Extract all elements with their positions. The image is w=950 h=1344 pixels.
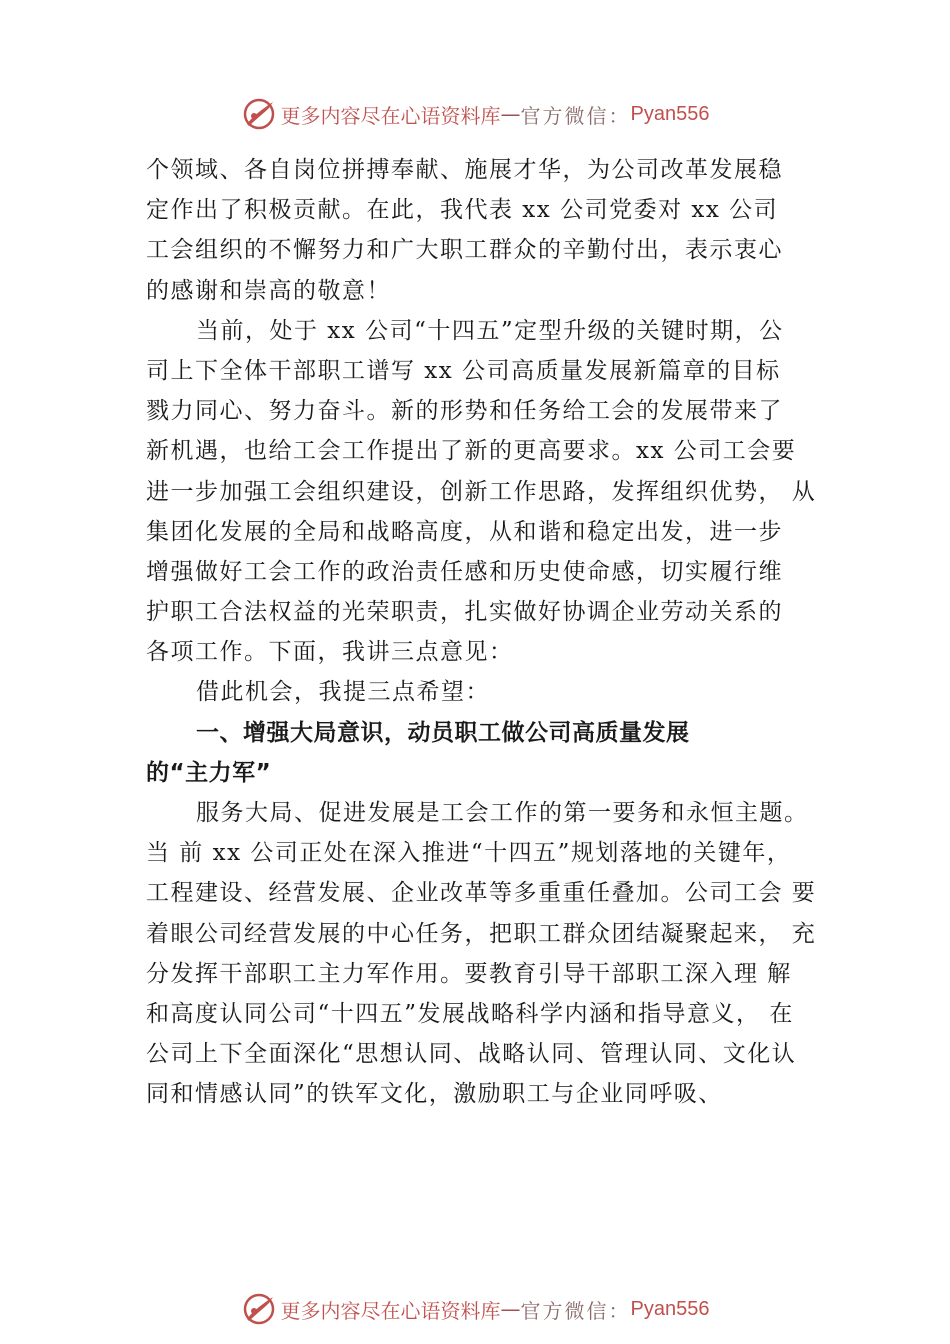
brush-logo-icon [241, 96, 277, 132]
watermark-main-text: 更多内容尽在心语资料库 [280, 103, 501, 128]
watermark-dash: — [500, 1297, 521, 1321]
section-heading-line: 一、增强大局意识，动员职工做公司高质量发展 [196, 719, 690, 746]
paragraph-line: 着眼公司经营发展的中心任务，把职工群众团结凝聚起来， 充 [146, 920, 817, 947]
watermark-label: 官方微信： [520, 1298, 631, 1323]
watermark-wechat-id: Pyan556 [630, 102, 710, 125]
watermark-label: 官方微信： [520, 103, 631, 128]
paragraph-line: 定作出了积极贡献。在此，我代表 xx 公司党委对 xx 公司 [146, 197, 779, 224]
paragraph-line: 增强做好工会工作的政治责任感和历史使命感，切实履行维 [146, 558, 783, 585]
watermark-wechat-id: Pyan556 [630, 1297, 710, 1320]
paragraph-line: 个领域、各自岗位拼搏奉献、施展才华，为公司改革发展稳 [146, 157, 783, 183]
footer-watermark [0, 1289, 950, 1329]
section-heading-line: 的“主力军” [146, 759, 272, 786]
watermark-dash: — [500, 102, 521, 126]
header-watermark [0, 94, 950, 134]
paragraph-line: 司上下全体干部职工谱写 xx 公司高质量发展新篇章的目标 [146, 357, 781, 384]
paragraph-line: 护职工合法权益的光荣职责，扎实做好协调企业劳动关系的 [146, 599, 783, 626]
paragraph-line: 当前，处于 xx 公司“十四五”定型升级的关键时期，公 [196, 317, 784, 344]
paragraph-line: 的感谢和崇高的敬意！ [146, 277, 391, 304]
brush-logo-icon [241, 1291, 277, 1327]
paragraph-line: 各项工作。下面，我讲三点意见： [146, 639, 514, 666]
paragraph-line: 工程建设、经营发展、企业改革等多重重任叠加。公司工会 要 [146, 880, 817, 907]
paragraph-line: 同和情感认同”的铁军文化，激励职工与企业同呼吸、 [146, 1081, 723, 1108]
paragraph-line: 集团化发展的全局和战略高度，从和谐和稳定出发，进一步 [146, 518, 783, 545]
paragraph-line: 公司上下全面深化“思想认同、战略认同、管理认同、文化认 [146, 1041, 797, 1068]
paragraph-line: 分发挥干部职工主力军作用。要教育引导干部职工深入理 解 [146, 960, 792, 987]
paragraph-line: 当 前 xx 公司正处在深入推进“十四五”规划落地的关键年， [146, 840, 792, 867]
paragraph-line: 借此机会，我提三点希望： [196, 679, 490, 706]
paragraph-line: 戮力同心、努力奋斗。新的形势和任务给工会的发展带来了 [146, 398, 783, 425]
document-body [146, 150, 836, 1115]
paragraph-line: 工会组织的不懈努力和广大职工群众的辛勤付出，表示衷心 [146, 237, 783, 264]
paragraph-line: 新机遇，也给工会工作提出了新的更高要求。xx 公司工会要 [146, 438, 797, 465]
paragraph-line: 和高度认同公司“十四五”发展战略科学内涵和指导意义， 在 [146, 1000, 794, 1027]
watermark-main-text: 更多内容尽在心语资料库 [280, 1298, 501, 1323]
paragraph-line: 进一步加强工会组织建设，创新工作思路，发挥组织优势， 从 [146, 478, 817, 505]
paragraph-line: 服务大局、促进发展是工会工作的第一要务和永恒主题。 [196, 800, 809, 826]
